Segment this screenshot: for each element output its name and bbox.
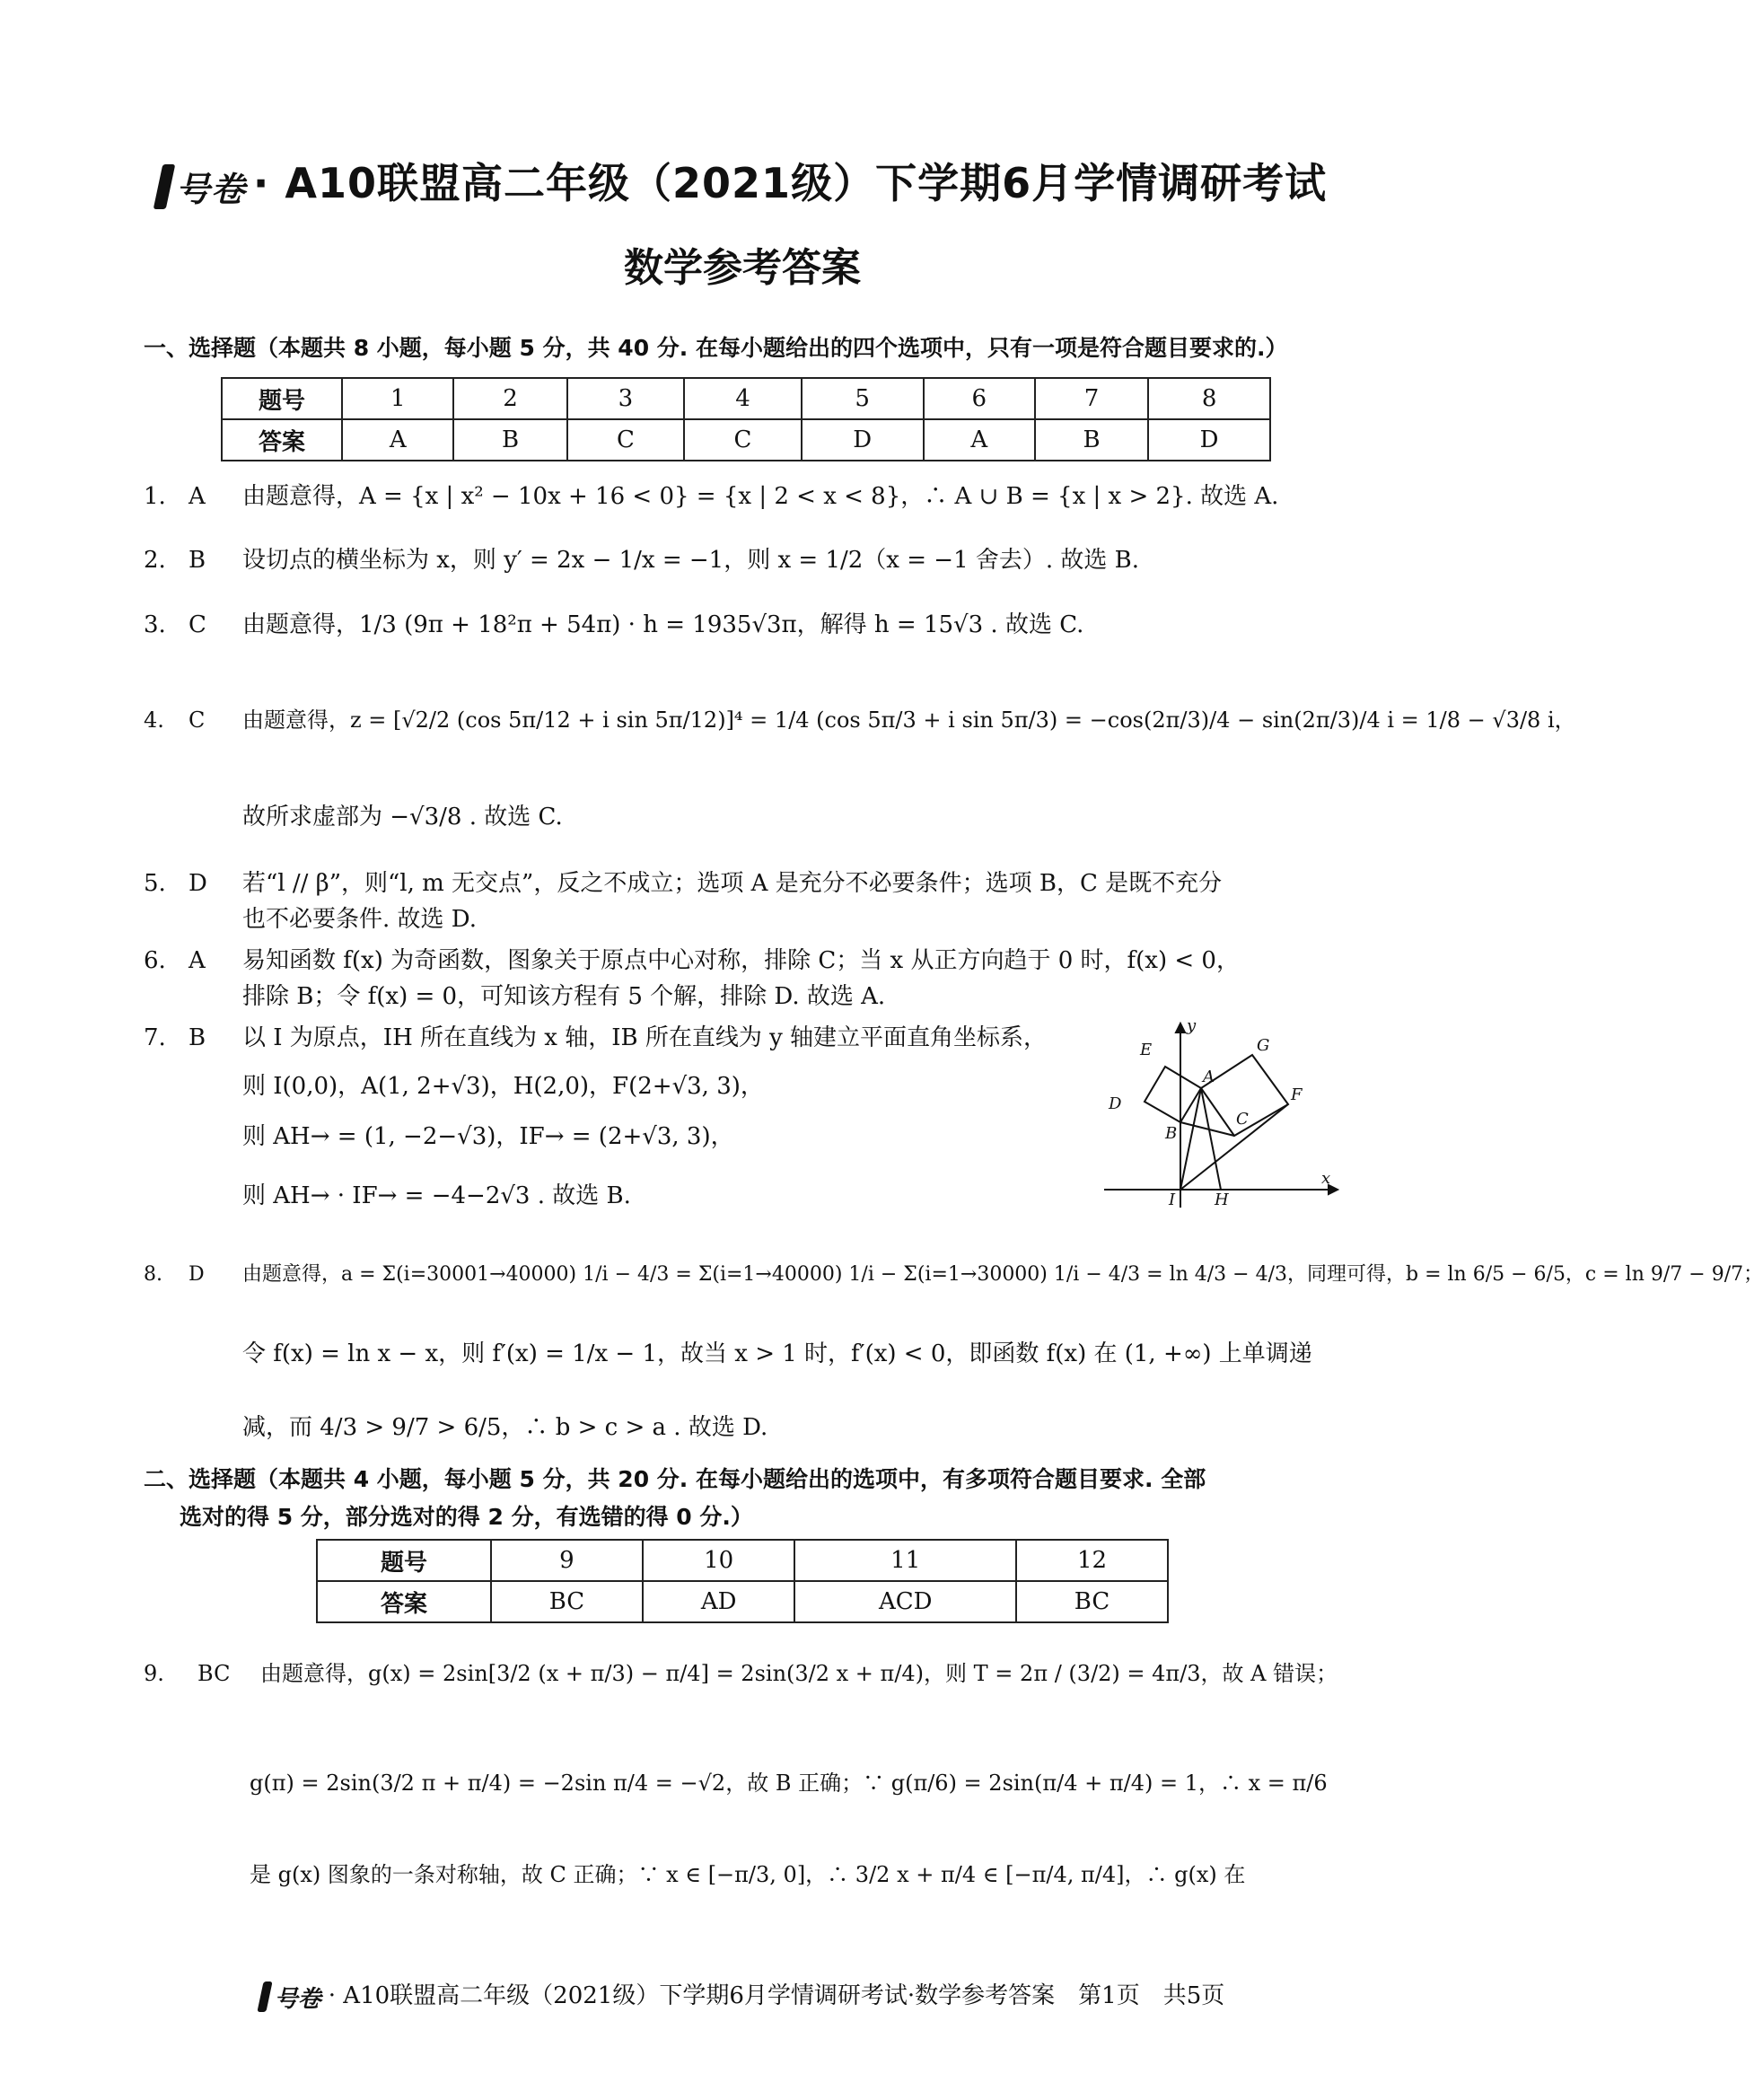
table-header-cell: 题号 bbox=[222, 378, 342, 419]
figure-label: H bbox=[1215, 1191, 1229, 1209]
solution-line: 2. B 设切点的横坐标为 x，则 y′ = 2x − 1/x = −1，则 x = 1/2（x = −1 舍去）. 故选 B. bbox=[144, 547, 1140, 574]
table-cell: 7 bbox=[1035, 378, 1148, 419]
figure-label: C bbox=[1236, 1110, 1249, 1129]
footer-logo bbox=[260, 1981, 321, 2014]
table-cell: A bbox=[342, 419, 453, 461]
solution-line: 减，而 4/3 > 9/7 > 6/5，∴ b > c > a . 故选 D. bbox=[242, 1414, 768, 1441]
solution-line: 9. BC 由题意得，g(x) = 2sin[3/2 (x + π/3) − π/4] = 2sin(3/2 x + π/4)，则 T = 2π / (3/2) = 4π/3，故 A 错误； bbox=[144, 1661, 1338, 1686]
table-header-cell: 答案 bbox=[317, 1581, 491, 1622]
answer-table-2 bbox=[316, 1539, 1169, 1623]
table-cell: D bbox=[802, 419, 924, 461]
table-cell: 6 bbox=[924, 378, 1035, 419]
figure-label: B bbox=[1165, 1124, 1178, 1143]
table-cell: 3 bbox=[567, 378, 685, 419]
section-2-heading-continued: 选对的得 5 分，部分选对的得 2 分，有选错的得 0 分.） bbox=[180, 1504, 753, 1530]
table-cell: 10 bbox=[643, 1540, 794, 1581]
logo-text: 号卷 bbox=[175, 169, 246, 209]
table-cell: A bbox=[924, 419, 1035, 461]
figure-label: y bbox=[1187, 1016, 1197, 1035]
y-axis-arrow-icon bbox=[1176, 1024, 1185, 1032]
figure-label: D bbox=[1109, 1094, 1122, 1113]
geometry-figure bbox=[1095, 1015, 1346, 1212]
logo-text: 号卷 bbox=[274, 1985, 321, 2013]
table-cell: 8 bbox=[1148, 378, 1270, 419]
table-cell: 9 bbox=[491, 1540, 643, 1581]
table-row bbox=[317, 1581, 1168, 1622]
brush-stroke-icon bbox=[153, 164, 176, 209]
solution-line: 8. D 由题意得，a = Σ(i=30001→40000) 1/i − 4/3 = Σ(i=1→40000) 1/i − Σ(i=1→30000) 1/i − 4/3 = ln 4/3 − 4/3，同理可得，b = ln 6/5 − 6/5，c = ln 9/7 − 9/7； bbox=[144, 1263, 1763, 1286]
solution-line: 排除 B；令 f(x) = 0，可知该方程有 5 个解，排除 D. 故选 A. bbox=[242, 983, 886, 1010]
table-cell: 5 bbox=[802, 378, 924, 419]
solution-line: 6. A 易知函数 f(x) 为奇函数，图象关于原点中心对称，排除 C；当 x 从正方向趋于 0 时，f(x) < 0， bbox=[144, 947, 1240, 974]
footer-text: · A10联盟高二年级（2021级）下学期6月学情调研考试·数学参考答案 第1页 共5页 bbox=[328, 1982, 1225, 2009]
table-cell: ACD bbox=[794, 1581, 1016, 1622]
table-row bbox=[317, 1540, 1168, 1581]
solution-line: 也不必要条件. 故选 D. bbox=[242, 906, 477, 933]
table-cell: BC bbox=[491, 1581, 643, 1622]
solution-line: 5. D 若“l // β”，则“l, m 无交点”，反之不成立；选项 A 是充分不必要条件；选项 B，C 是既不充分 bbox=[144, 870, 1223, 897]
solution-line: g(π) = 2sin(3/2 π + π/4) = −2sin π/4 = −√2，故 B 正确；∵ g(π/6) = 2sin(π/4 + π/4) = 1，∴ x = π/6 bbox=[250, 1771, 1328, 1796]
figure-label: E bbox=[1140, 1041, 1153, 1059]
table-cell: 1 bbox=[342, 378, 453, 419]
table-cell: 11 bbox=[794, 1540, 1016, 1581]
solution-line: 则 AH→ · IF→ = −4−2√3 . 故选 B. bbox=[242, 1182, 631, 1209]
solution-line: 3. C 由题意得，1/3 (9π + 18²π + 54π) · h = 1935√3π，解得 h = 15√3 . 故选 C. bbox=[144, 611, 1084, 638]
figure-label: I bbox=[1169, 1191, 1176, 1209]
solution-line: 1. A 由题意得，A = {x | x² − 10x + 16 < 0} = {x | 2 < x < 8}，∴ A ∪ B = {x | x > 2}. 故选 A. bbox=[144, 483, 1279, 510]
figure-label: G bbox=[1257, 1036, 1270, 1055]
solution-line: 则 AH→ = (1, −2−√3)，IF→ = (2+√3, 3)， bbox=[242, 1123, 734, 1150]
table-row bbox=[222, 378, 1270, 419]
segment-if bbox=[1180, 1104, 1288, 1190]
figure-label: A bbox=[1203, 1068, 1215, 1086]
solution-line: 故所求虚部为 −√3/8 . 故选 C. bbox=[242, 804, 563, 830]
solution-line: 4. C 由题意得，z = [√2/2 (cos 5π/12 + i sin 5π/12)]⁴ = 1/4 (cos 5π/3 + i sin 5π/3) = −cos(2π/3)/4 − sin(2π/3)/4 i = 1/8 − √3/8 i， bbox=[144, 707, 1576, 733]
table-cell: C bbox=[684, 419, 802, 461]
table-header-cell: 答案 bbox=[222, 419, 342, 461]
table-row bbox=[222, 419, 1270, 461]
page-subtitle: 数学参考答案 bbox=[624, 245, 861, 291]
figure-label: x bbox=[1321, 1169, 1331, 1188]
table-header-cell: 题号 bbox=[317, 1540, 491, 1581]
table-cell: B bbox=[1035, 419, 1148, 461]
table-cell: B bbox=[453, 419, 566, 461]
figure-label: F bbox=[1291, 1085, 1303, 1104]
solution-line: 则 I(0,0)，A(1, 2+√3)，H(2,0)，F(2+√3, 3)， bbox=[242, 1073, 764, 1100]
section-2-heading: 二、选择题（本题共 4 小题，每小题 5 分，共 20 分. 在每小题给出的选项中，有多项符合题目要求. 全部 bbox=[144, 1466, 1206, 1492]
table-cell: 12 bbox=[1016, 1540, 1168, 1581]
title-text: A10联盟高二年级（2021级）下学期6月学情调研考试 bbox=[285, 159, 1328, 207]
square-bade bbox=[1145, 1067, 1201, 1122]
table-cell: 2 bbox=[453, 378, 566, 419]
section-1-heading: 一、选择题（本题共 8 小题，每小题 5 分，共 40 分. 在每小题给出的四个选项中，只有一项是符合题目要求的.） bbox=[144, 335, 1288, 361]
page-footer bbox=[0, 1977, 1485, 2014]
brand-logo bbox=[158, 162, 246, 211]
solution-line: 是 g(x) 图象的一条对称轴，故 C 正确；∵ x ∈ [−π/3, 0]，∴ 3/2 x + π/4 ∈ [−π/4, π/4]，∴ g(x) 在 bbox=[250, 1862, 1246, 1887]
table-cell: C bbox=[567, 419, 685, 461]
table-cell: AD bbox=[643, 1581, 794, 1622]
solution-line: 令 f(x) = ln x − x，则 f′(x) = 1/x − 1，故当 x > 1 时，f′(x) < 0，即函数 f(x) 在 (1, +∞) 上单调递 bbox=[242, 1340, 1312, 1367]
solution-line: 7. B 以 I 为原点，IH 所在直线为 x 轴，IB 所在直线为 y 轴建立平面直角坐标系， bbox=[144, 1024, 1048, 1051]
table-cell: BC bbox=[1016, 1581, 1168, 1622]
table-cell: 4 bbox=[684, 378, 802, 419]
table-cell: D bbox=[1148, 419, 1270, 461]
segment-ia bbox=[1180, 1088, 1201, 1190]
brush-stroke-icon bbox=[257, 1981, 272, 2012]
page-title: 号卷 · A10联盟高二年级（2021级）下学期6月学情调研考试 bbox=[0, 151, 1485, 211]
answer-table-1 bbox=[221, 377, 1271, 461]
